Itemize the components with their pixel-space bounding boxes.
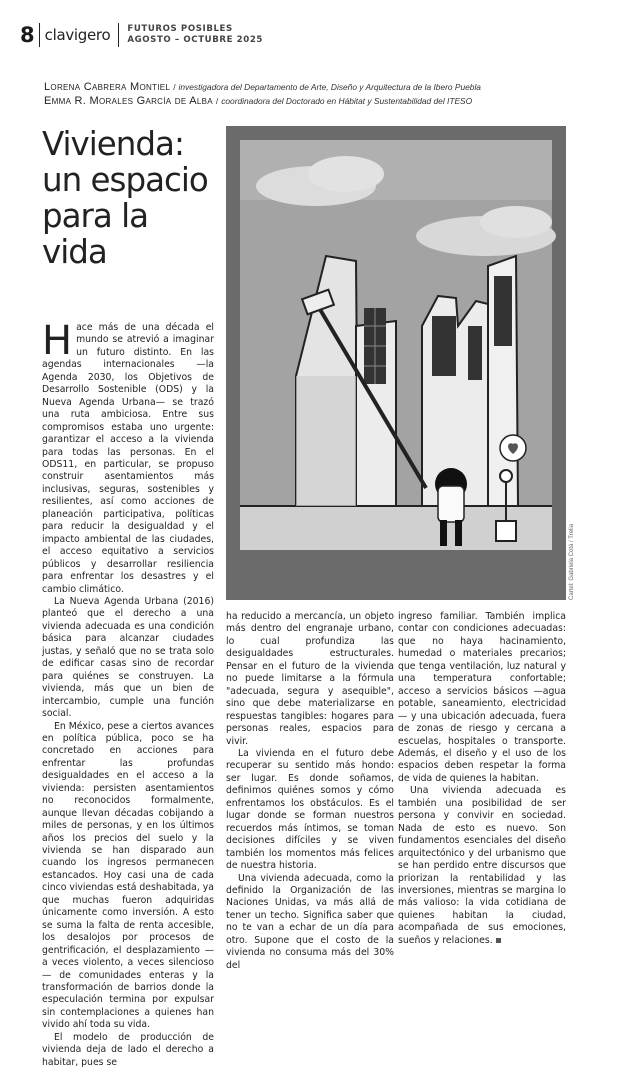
author-line: Emma R. Morales García de Alba / coordinadora del Doctorado en Hábitat y Sustentabilidad del ITESO: [44, 95, 473, 107]
author-name: Lorena Cabrera Montiel: [44, 81, 171, 93]
body-paragraph: El modelo de producción de vivienda deja de lado el derecho a habitar, pues se: [42, 1031, 214, 1068]
body-paragraph: Hace más de una década el mundo se atrevió a imaginar un futuro distinto. En las agendas internacionales —la Agenda 2030, los Objetivos de Desarrollo Sostenible (ODS) y la Nueva Agenda Urbana— se trazó una ruta ambiciosa. Entre sus compromisos estaba uno urgente: garantizar el acceso a la vivienda para todas las personas. En el ODS11, en particular, se propuso construir asentamientos más inclusivas, seguras, sostenibles y resilientes, así como acciones de planeación participativa, políticas para reducir la desigualdad y el impacto ambiental de las ciudades, el acceso equitativo a servicios públicos y desarrollar resiliencia para enfrentar los desastres y el cambio climático.: [42, 318, 214, 595]
author-name: Emma R. Morales García de Alba: [44, 95, 213, 107]
article-title: Vivienda: un espacio para la vida: [42, 125, 208, 271]
body-paragraph: La Nueva Agenda Urbana (2016) planteó que el derecho a una vivienda adecuada es una condición básica para alcanzar ciudades justas, y señaló que no se trata solo de edificar casas sino de recordar para quiénes se construyen. La vivienda, más que un bien de intercambio, cumple una función social.: [42, 595, 214, 720]
body-paragraph: ha reducido a mercancía, un objeto más dentro del engranaje urbano, lo cual profundiza las desigualdades estructurales. Pensar en el futuro de la vivienda no puede limitarse a la fórmula "adecuada, segura y asequible", sino que debe materializarse en respuestas tangibles: hogares para personas reales, espacios para vivir.: [226, 611, 394, 747]
illustration-svg: [226, 126, 566, 600]
magazine-name: clavigero: [44, 26, 111, 44]
author-role: coordinadora del Doctorado en Hábitat y Sustentabilidad del: [221, 96, 445, 106]
body-paragraph: En México, pese a ciertos avances en política pública, poco se ha concretado en acciones para enfrentar las profundas desigualdades en el acceso a la vivienda: persisten asentamientos no reconocidos formalmente, aunque llevan décadas cobijando a miles de personas, y en los últimos años los precios del suelo y la vivienda se han disparado aun cuando los ingresos permanecen estancados. Hoy casi una de cada cinco viviendas está deshabitada, ya que muchas fueron adquiridas únicamente como inversión. A esto se suma la falta de renta accesible, los desalojos por procesos de gentrificación, el desplazamiento —a veces violento, a veces silencioso— de comunidades enteras y la transformación de barrios donde la especulación termina por expulsar sin contemplaciones a quienes han vivido ahí toda su vida.: [42, 720, 214, 1031]
authors-block: [44, 80, 481, 108]
author-role: investigadora del Departamento de Arte, Diseño y Arquitectura de la Ibero Puebla: [178, 82, 481, 92]
body-column-3: [398, 611, 566, 947]
header-divider: [39, 23, 40, 47]
body-paragraph: ingreso familiar. También implica contar con condiciones adecuadas: que no haya hacinamiento, humedad o materiales precarios; que tenga ventilación, luz natural y una temperatura confortable; acceso a servicios básicos —agua potable, saneamiento, electricidad— y una ubicación adecuada, fuera de zonas de riesgo y cercana a escuelas, hospitales o transporte. Además, el diseño y el uso de los espacios deben respetar la forma de vida de quienes la habitan.: [398, 611, 566, 784]
header-divider: [118, 23, 119, 47]
article-illustration: [226, 126, 566, 600]
body-column-2: [226, 611, 394, 972]
section-name: FUTUROS POSIBLES: [127, 24, 233, 34]
end-of-article-mark: [496, 938, 501, 943]
section-info: [127, 24, 263, 46]
issue-date: AGOSTO – OCTUBRE 2025: [127, 35, 263, 45]
body-paragraph: Una vivienda adecuada es también una posibilidad de ser persona y convivir en sociedad. Nada de esto es nuevo. Son fundamentos esenciales del diseño arquitectónico y del urbanismo que se han perdido entre discursos que priorizan la rentabilidad y las inversiones, mientras se margina lo más valioso: la vida cotidiana de quienes habitan la ciudad, acompañada de sus emociones, sueños y relaciones.: [398, 785, 566, 946]
author-institution: ITESO: [447, 96, 473, 106]
body-paragraph: La vivienda en el futuro debe recuperar su sentido más hondo: ser lugar. Es donde soñamos, definimos quiénes somos y cómo enfrentamos los obstáculos. Es el lugar donde se forman nuestros recuerdos más íntimos, se toman decisiones difíciles y se viven también los momentos más felices de nuestra historia.: [226, 747, 394, 872]
body-column-1: [42, 318, 214, 1069]
page-header: [20, 24, 263, 46]
body-paragraph: Una vivienda adecuada, como la definido la Organización de las Naciones Unidas, va más allá de tener un techo. Significa saber que no te van a echar de un día para otro. Supone que el costo de la vivienda no consuma más del 30% del: [226, 872, 394, 971]
author-line: Lorena Cabrera Montiel / investigadora del Departamento de Arte, Diseño y Arquitectura de la Ibero Puebla: [44, 81, 481, 93]
drop-cap: H: [42, 318, 73, 364]
page-number: 8: [20, 23, 35, 47]
image-credit: Cartel: Gabriela Cotá / Trelia: [569, 523, 575, 600]
